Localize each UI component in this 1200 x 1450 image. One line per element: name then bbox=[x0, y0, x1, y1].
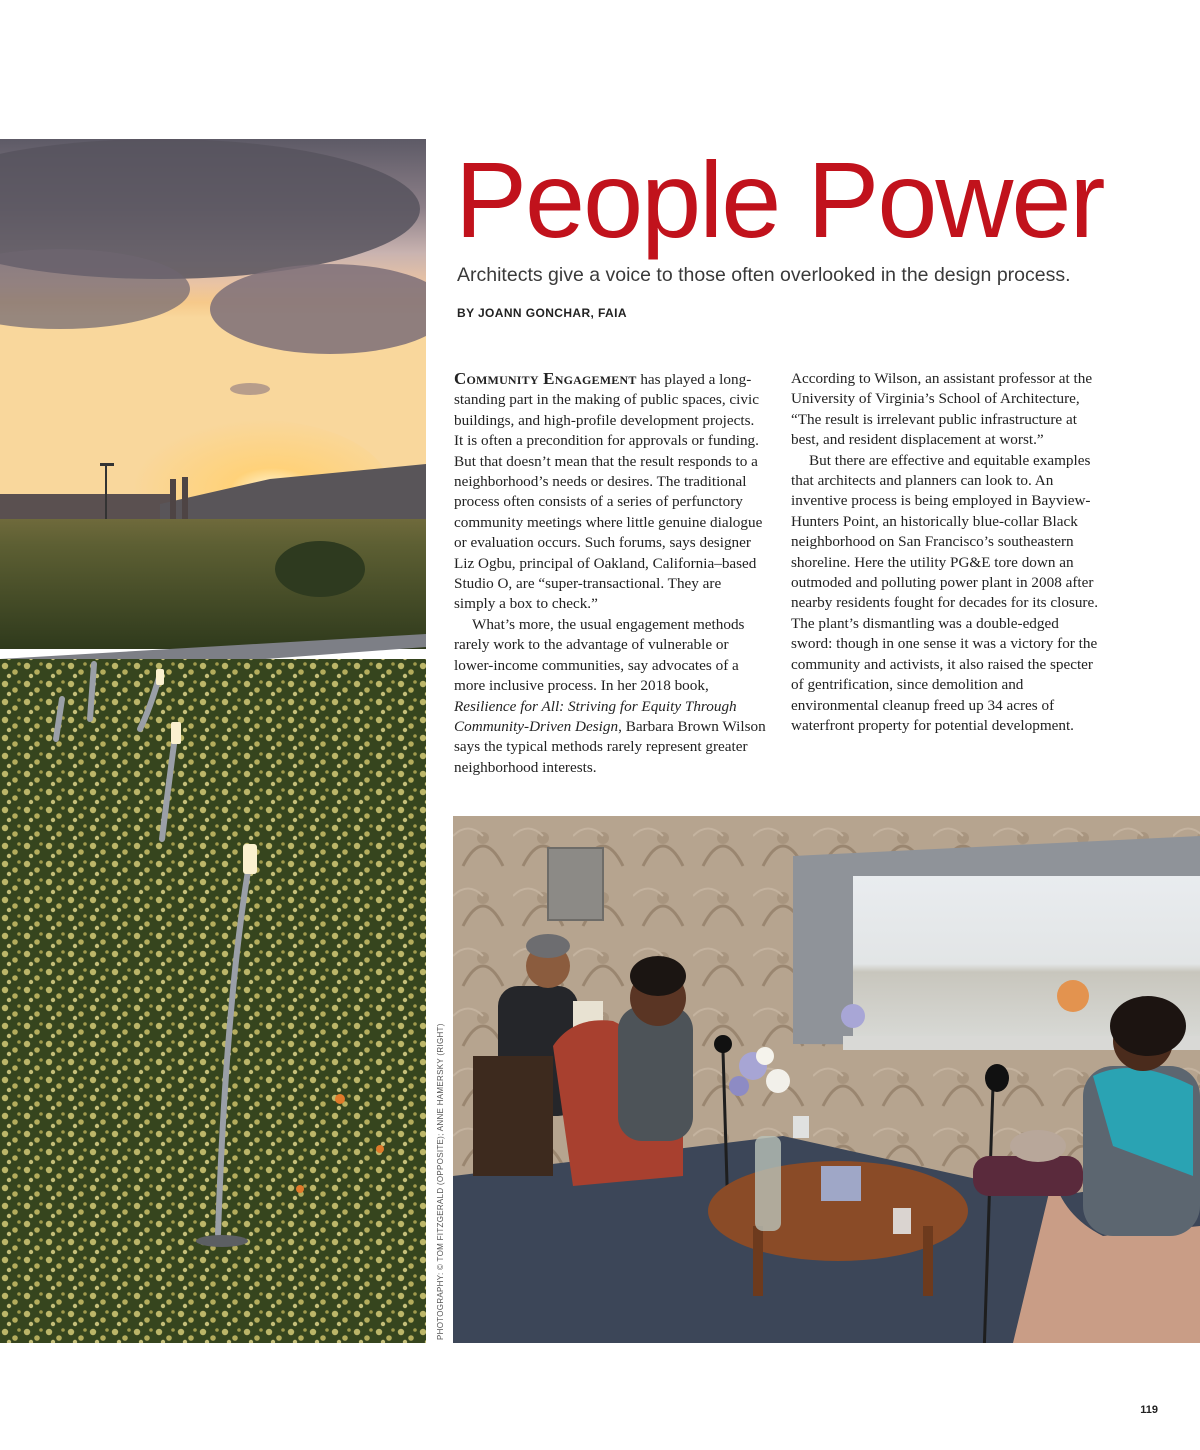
body-column-2 bbox=[791, 369, 1103, 736]
paragraph bbox=[454, 369, 766, 615]
body-column-1 bbox=[454, 369, 766, 778]
byline: BY JOANN GONCHAR, FAIA bbox=[457, 306, 627, 320]
paragraph: But there are effective and equitable examples that architects and planners can look to. An inventive process is being employed in Bayview-Hunters Point, an historically blue-collar Black neighborhood on San Francisco’s southeastern shoreline. Here the utility PG&E tore down an outmoded and polluting power plant in 2008 after nearby residents fought for decades for its closure. The plant’s dismantling was a double-edged sword: though in one sense it was a victory for the community and activists, it also raised the specter of gentrification, since demolition and environmental cleanup freed up 34 acres of waterfront property for potential development. bbox=[791, 451, 1099, 734]
lead-in: Community Engagement bbox=[454, 369, 637, 388]
article-title: People Power bbox=[455, 139, 1104, 260]
paragraph-text: What’s more, the usual engagement methods rarely work to the advantage of vulnerable or lower-income communities, say advocates of a more inclusive process. In her 2018 book, bbox=[454, 615, 745, 695]
interview-room-illustration bbox=[453, 816, 1200, 1343]
paragraph bbox=[454, 615, 766, 778]
paragraph-text: has played a long-standing part in the making of public spaces, civic buildings, and high-profile development projects. It is often a precondition for approvals or funding. But that doesn’t mean that the result responds to a neighborhood’s needs or desires. The traditional process often consists of a series of perfunctory community meetings where little genuine dialogue or evaluation occurs. Such forums, says designer Liz Ogbu, principal of Oakland, California–based Studio O, are “super-transactional. They are simply a box to check.” bbox=[454, 371, 763, 613]
landscape-photo bbox=[0, 139, 426, 1343]
paragraph: According to Wilson, an assistant professor at the University of Virginia’s School of Architecture, “The result is irrelevant public infrastructure at best, and resident displacement at worst.” bbox=[791, 370, 1093, 449]
book-title: Resilience for All: Striving for Equity Through Community-Driven Design bbox=[454, 697, 737, 735]
photo-credit: PHOTOGRAPHY: © TOM FITZGERALD (OPPOSITE); ANNE HAMERSKY (RIGHT) bbox=[436, 1023, 445, 1340]
paragraph-text: , Barbara Brown Wilson says the typical methods rarely represent greater neighborhood interests. bbox=[454, 717, 766, 776]
article-dek: Architects give a voice to those often overlooked in the design process. bbox=[457, 264, 1071, 286]
interview-photo bbox=[453, 816, 1200, 1343]
sunset-field-illustration bbox=[0, 139, 426, 1343]
page-number: 119 bbox=[1140, 1404, 1158, 1416]
